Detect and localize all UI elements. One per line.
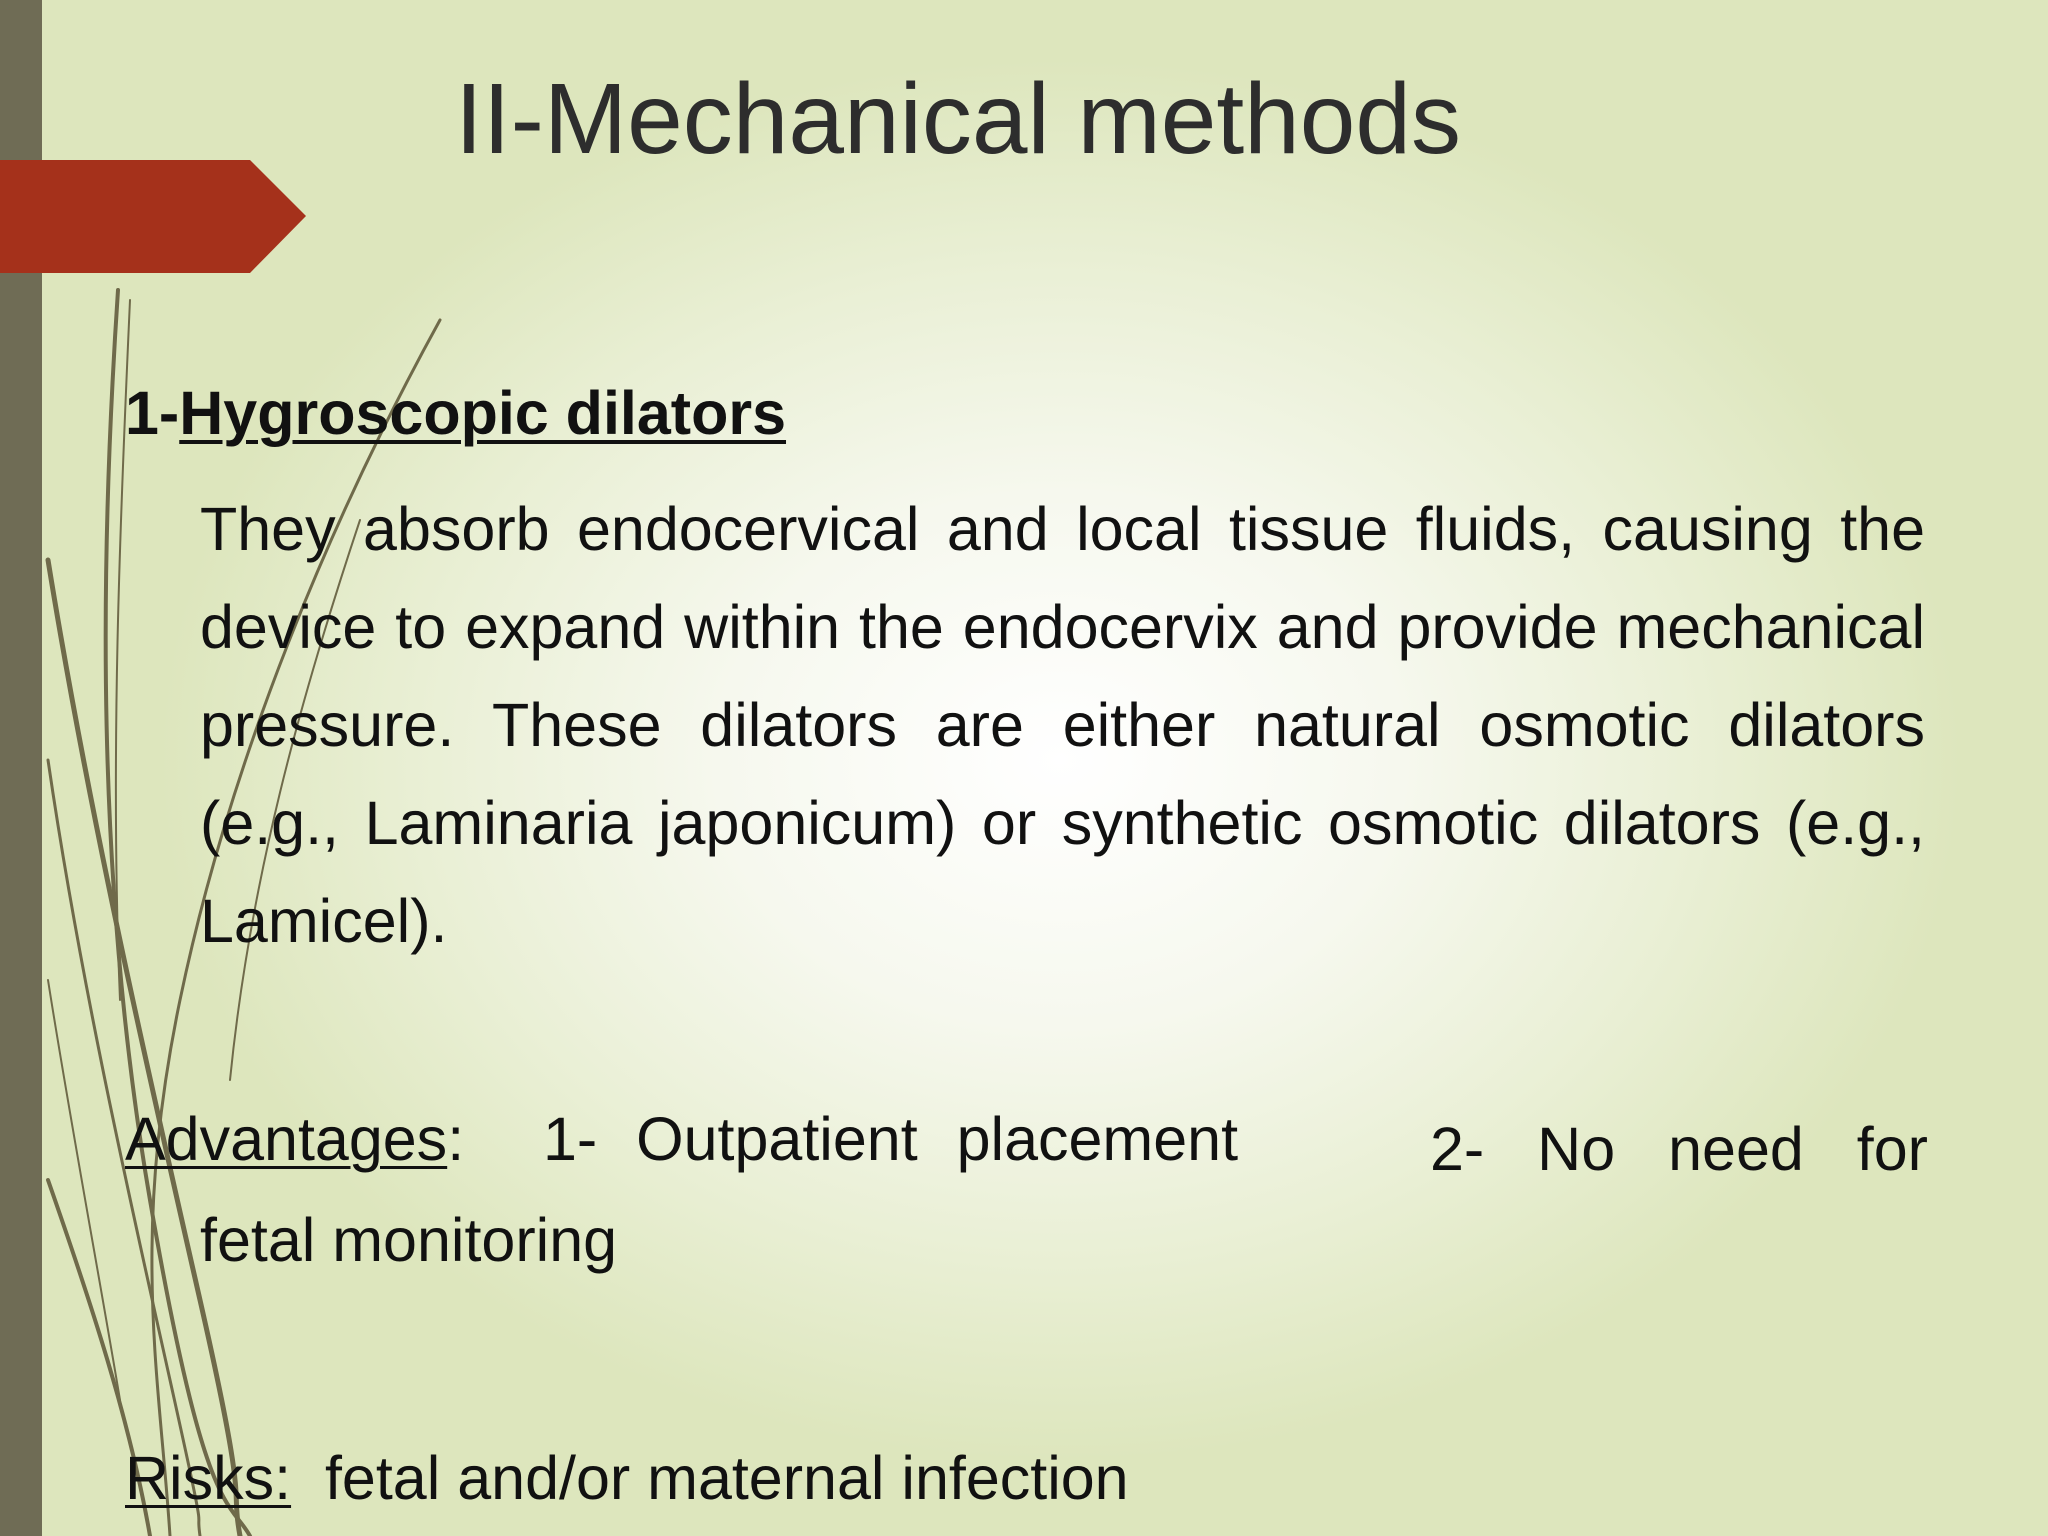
advantages-colon: :	[447, 1105, 465, 1173]
slide-title: II-Mechanical methods	[455, 63, 1462, 175]
advantage-item-2-start: 2- No need for	[1430, 1115, 1928, 1183]
advantages-label: Advantages	[125, 1105, 448, 1173]
section-heading-text: Hygroscopic dilators	[179, 379, 787, 447]
risks-line	[125, 1443, 1129, 1513]
advantages-line	[125, 1104, 1928, 1183]
accent-tab-shape	[0, 160, 310, 273]
section-number: 1-	[125, 379, 180, 447]
section-paragraph: They absorb endocervical and local tissue fluids, causing the device to expand within the endocervix and provide mechanical pressure. These dilators are either natural osmotic dilators (e.g., Laminaria japonicum) or synthetic osmotic dilators (e.g., Lamicel).	[200, 495, 1925, 955]
advantage-item-2-end: fetal monitoring	[200, 1206, 618, 1274]
risks-label: Risks:	[125, 1444, 292, 1512]
risks-text: fetal and/or maternal infection	[324, 1444, 1129, 1512]
advantage-item-1: 1- Outpatient placement	[543, 1105, 1239, 1173]
section-heading	[125, 378, 786, 448]
